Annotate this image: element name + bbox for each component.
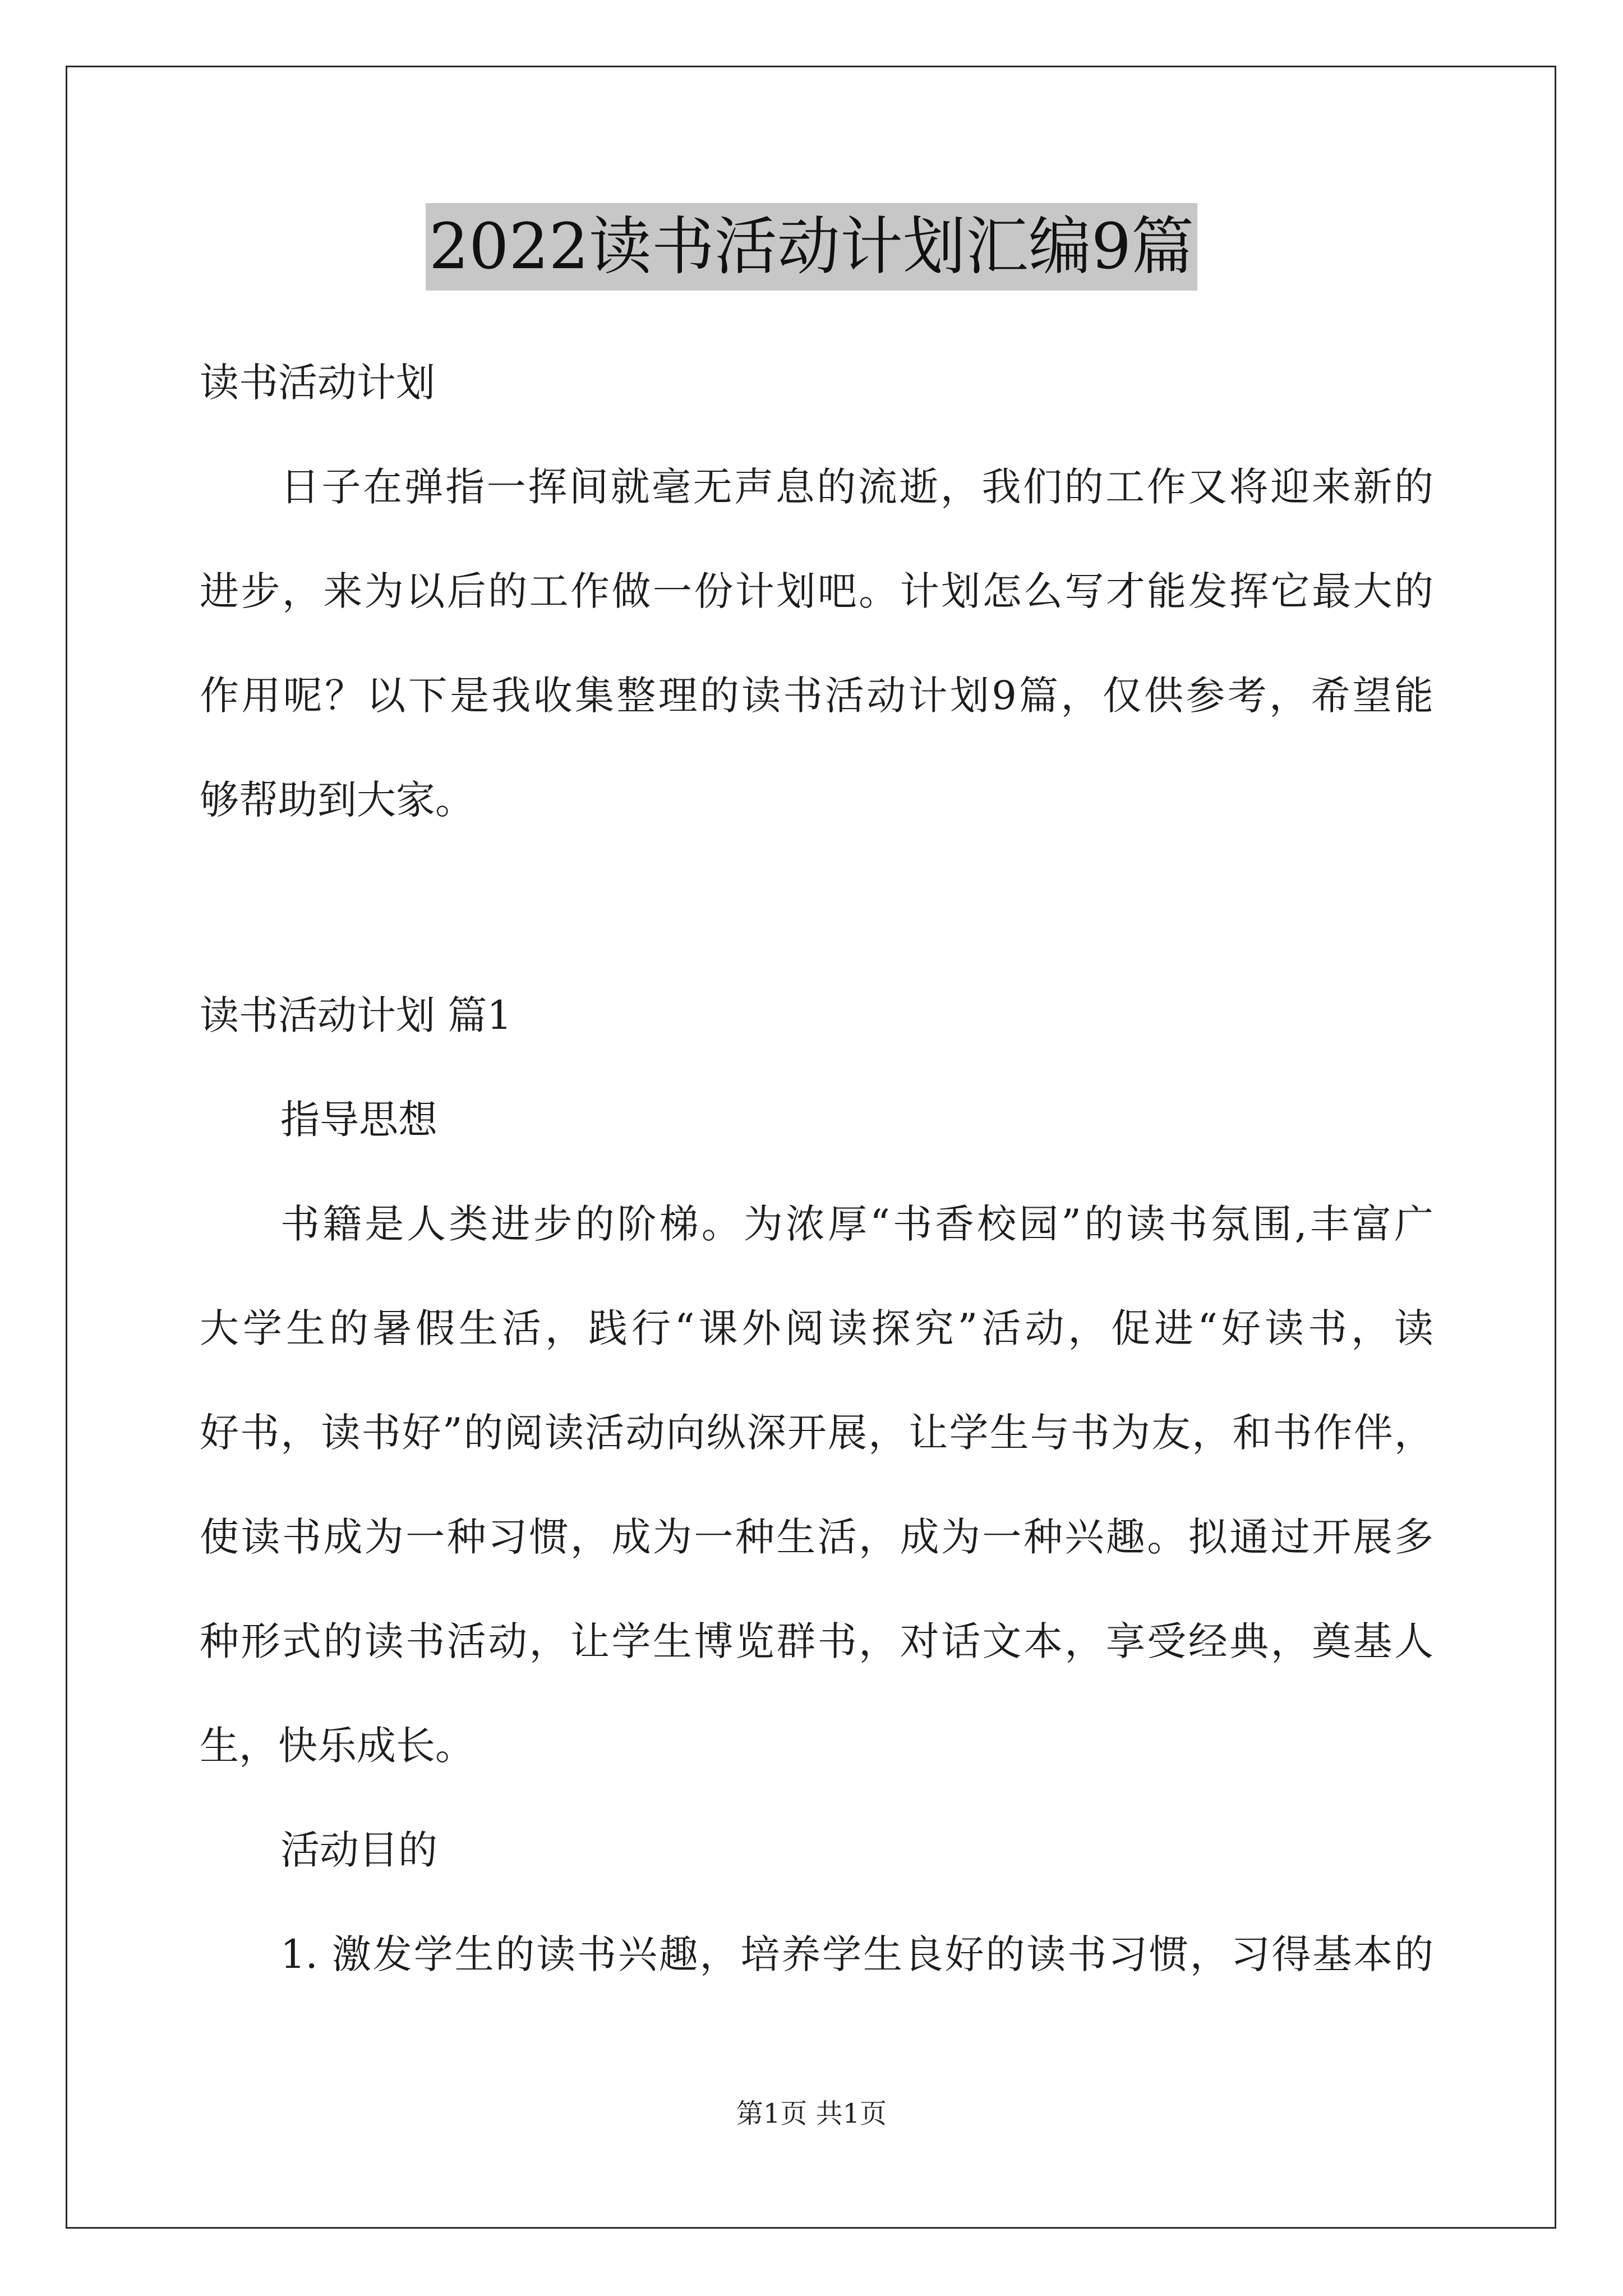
paragraph-line: 好书，读书好”的阅读活动向纵深开展，让学生与书为友，和书作伴，: [200, 1410, 1433, 1456]
paragraph-line: 进步，来为以后的工作做一份计划吧。计划怎么写才能发挥它最大的: [200, 568, 1433, 614]
subheading: 指导思想: [280, 1097, 437, 1143]
page-footer: 第1页 共1页: [736, 2098, 887, 2129]
title-container: [0, 203, 1623, 291]
document-title: 2022读书活动计划汇编9篇: [426, 203, 1197, 291]
paragraph-line: 书籍是人类进步的阶梯。为浓厚“书香校园”的读书氛围,丰富广: [280, 1201, 1433, 1247]
paragraph-line: 种形式的读书活动，让学生博览群书，对话文本，享受经典，奠基人: [200, 1618, 1433, 1664]
subheading: 活动目的: [280, 1827, 437, 1873]
paragraph-line: 日子在弹指一挥间就毫无声息的流逝，我们的工作又将迎来新的: [280, 464, 1433, 510]
paragraph-line: 作用呢？以下是我收集整理的读书活动计划9篇，仅供参考，希望能: [200, 673, 1433, 719]
list-item: 1. 激发学生的读书兴趣，培养学生良好的读书习惯，习得基本的: [280, 1931, 1433, 1977]
paragraph-line: 够帮助到大家。: [200, 777, 474, 823]
paragraph-line: 生，快乐成长。: [200, 1723, 474, 1769]
section-heading: 读书活动计划: [200, 360, 435, 406]
paragraph-line: 大学生的暑假生活，践行“课外阅读探究”活动，促进“好读书，读: [200, 1305, 1433, 1351]
section-heading: 读书活动计划 篇1: [200, 992, 512, 1038]
paragraph-line: 使读书成为一种习惯，成为一种生活，成为一种兴趣。拟通过开展多: [200, 1514, 1433, 1560]
